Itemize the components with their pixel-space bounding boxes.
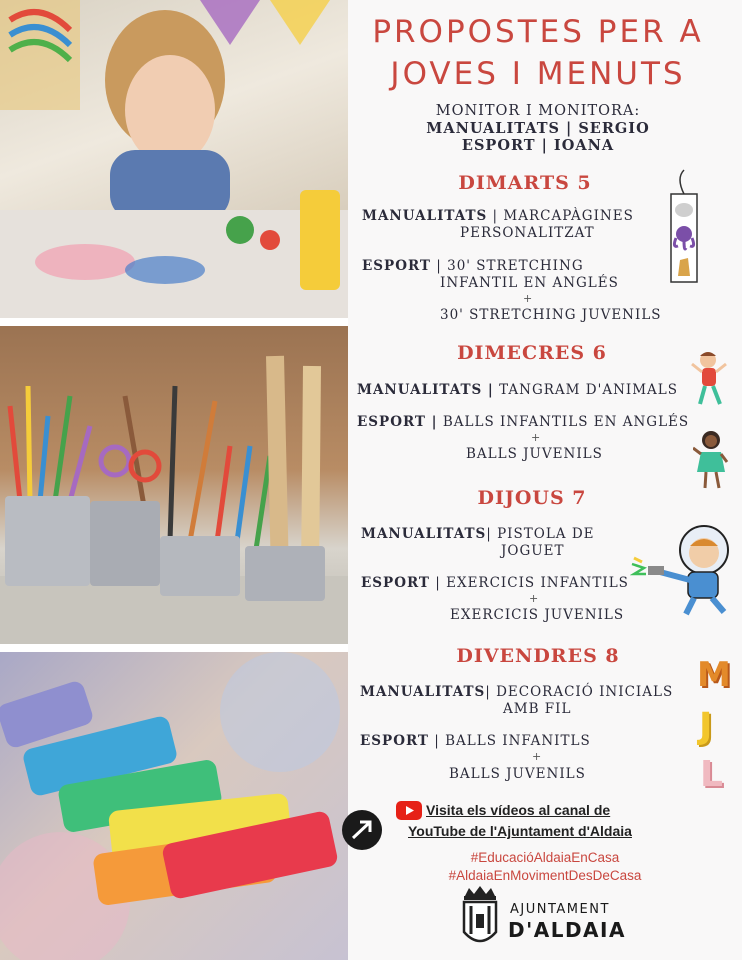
monitor-crafts: MANUALITATS | SERGIO <box>426 120 650 137</box>
photo-chalk-pastels <box>0 652 348 960</box>
day-heading: DIVENDRES 8 <box>456 645 620 667</box>
crafts-activity-cont: AMB FIL <box>503 701 572 717</box>
crafts-activity: MANUALITATS| DECORACIÓ INICIALS <box>360 684 674 700</box>
sport-activity: ESPORT | BALLS INFANITLS <box>360 733 591 749</box>
photo-divider <box>0 318 348 326</box>
page-title-line1: PROPOSTES PER A <box>372 14 704 50</box>
town-crest-icon <box>459 886 501 952</box>
sport-activity-cont: BALLS JUVENILS <box>466 446 603 462</box>
letter-j-decoration: J <box>699 706 713 747</box>
hashtag-movement: #AldaiaEnMovimentDesDeCasa <box>448 868 642 883</box>
day-heading: DIJOUS 7 <box>477 487 587 509</box>
sport-activity-cont: EXERCICIS JUVENILS <box>450 607 625 623</box>
astronaut-kid-icon <box>630 522 736 618</box>
plus-sign: + <box>529 592 539 605</box>
arrow-circle-icon[interactable] <box>340 808 384 852</box>
crafts-activity: MANUALITATS| PISTOLA DE <box>361 526 595 542</box>
plus-sign: + <box>532 750 542 763</box>
crafts-activity: MANUALITATS | TANGRAM D'ANIMALS <box>357 382 679 398</box>
youtube-link-line1[interactable]: Visita els vídeos al canal de <box>426 802 611 818</box>
sport-activity: ESPORT | 30' STRETCHING <box>362 258 584 274</box>
child-dancing-icon <box>693 428 729 490</box>
crafts-activity-cont: PERSONALITZAT <box>460 225 595 241</box>
day-heading: DIMECRES 6 <box>457 342 607 364</box>
monitors-label: MONITOR I MONITORA: <box>435 103 641 119</box>
child-dancing-icon <box>690 350 728 408</box>
photo-divider <box>0 644 348 652</box>
monitor-sport: ESPORT | IOANA <box>461 137 615 154</box>
hashtag-education: #EducacióAldaiaEnCasa <box>470 850 620 865</box>
page-title-line2: JOVES I MENUTS <box>390 56 686 92</box>
sport-activity-cont: 30' STRETCHING JUVENILS <box>440 307 662 323</box>
youtube-link[interactable] <box>396 800 696 842</box>
letter-l-decoration: L <box>700 754 723 795</box>
day-heading: DIMARTS 5 <box>458 172 592 194</box>
sport-activity-cont: INFANTIL EN ANGLÉS <box>440 275 619 291</box>
sport-activity-cont: BALLS JUVENILS <box>449 766 586 782</box>
letter-m-decoration: M <box>697 655 731 695</box>
bookmark-craft-icon <box>664 168 704 286</box>
crafts-activity: MANUALITATS | MARCAPÀGINES <box>362 208 634 224</box>
crafts-activity-cont: JOGUET <box>501 543 565 559</box>
sport-activity: ESPORT | BALLS INFANTILS EN ANGLÉS <box>357 414 690 430</box>
logo-text-line1: AJUNTAMENT <box>510 902 610 917</box>
logo-text-line2: D'ALDAIA <box>508 918 626 942</box>
photo-child-painting <box>0 0 348 318</box>
photo-art-supplies <box>0 326 348 644</box>
youtube-link-line2[interactable]: YouTube de l'Ajuntament d'Aldaia <box>408 823 632 839</box>
sport-activity: ESPORT | EXERCICIS INFANTILS <box>361 575 629 591</box>
plus-sign: + <box>523 292 533 305</box>
plus-sign: + <box>531 431 541 444</box>
